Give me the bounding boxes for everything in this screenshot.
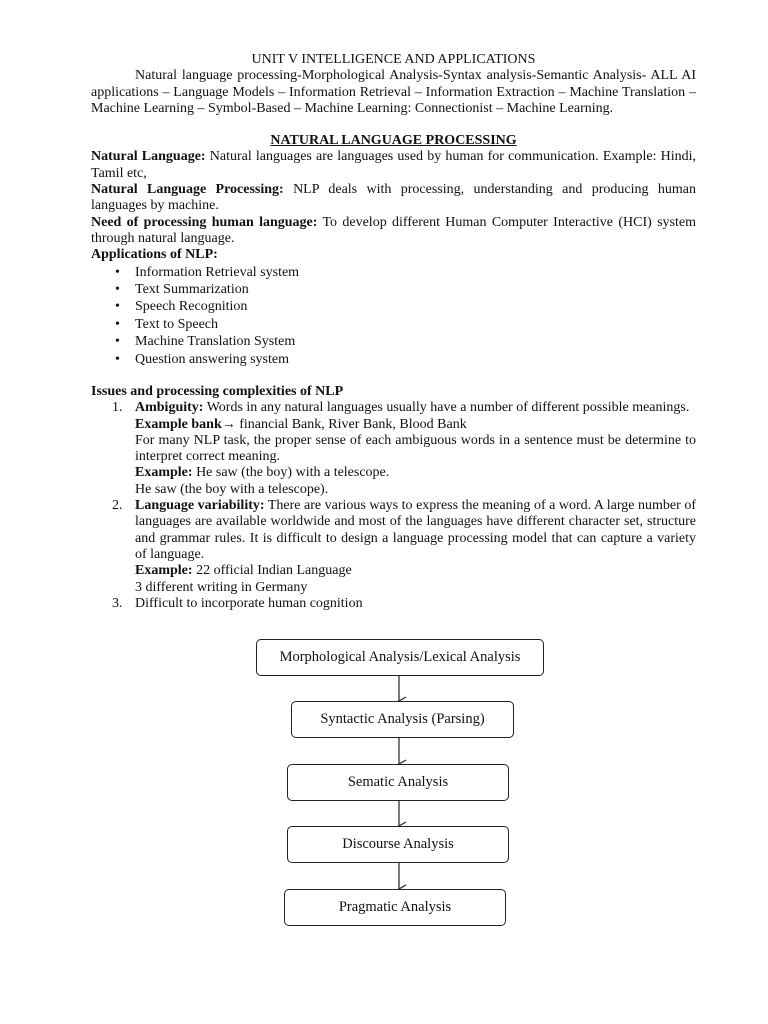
flow-step-pragmatic: Pragmatic Analysis [284, 889, 506, 926]
issue-human-cognition: 3. Difficult to incorporate human cognition [112, 595, 363, 611]
need-label: Need of processing human language: [91, 214, 318, 230]
section-title: NATURAL LANGUAGE PROCESSING [270, 133, 517, 149]
list-item: • Question answering system [91, 351, 696, 368]
apps-heading: Applications of NLP: [91, 247, 218, 263]
nlp-label: Natural Language Processing: [91, 182, 284, 198]
unit-title: UNIT V INTELLIGENCE AND APPLICATIONS [251, 52, 536, 67]
list-item: • Speech Recognition [91, 298, 696, 315]
flow-step-syntactic: Syntactic Analysis (Parsing) [291, 701, 514, 738]
unit-intro: Natural language processing-Morphological Analysis-Syntax analysis-Semantic Analysis- ALL AI applications – Language Models – Information Retrieval – Information Extraction – Machine Translation – Machine Learning – Symbol-Based – Machine Learning: Connectionist – Machine Learning. [91, 68, 696, 116]
list-item: • Machine Translation System [91, 333, 696, 350]
nl-text: Natural languages are languages used by human for communication. Example: Hindi, Tamil etc, [91, 149, 697, 181]
list-item: • Information Retrieval system [91, 264, 696, 281]
flow-step-semantic: Sematic Analysis [287, 764, 509, 801]
flow-step-discourse: Discourse Analysis [287, 826, 509, 863]
nl-label: Natural Language: [91, 149, 206, 165]
list-item: • Text Summarization [91, 281, 696, 298]
need-text: To develop different Human Computer Interactive (HCI) system through natural language. [91, 214, 696, 246]
issue-ambiguity: 1. Ambiguity: Words in any natural languages usually have a number of different possible meanings. Example bank→ financial Bank, River Bank, Blood Bank For many NLP task, the proper sense of each ambiguous words in a sentence must be determine to interpret correct meaning. Example: He saw (the boy) with a telescope. He saw (the boy with a telescope). [112, 400, 696, 497]
list-item: • Text to Speech [91, 316, 696, 333]
nlp-text: NLP deals with processing, understanding and producing human languages by machine. [91, 182, 696, 214]
flow-step-morphological: Morphological Analysis/Lexical Analysis [256, 639, 544, 676]
right-arrow-icon: → [221, 416, 236, 432]
issues-heading: Issues and processing complexities of NLP [91, 384, 344, 399]
issue-language-variability: 2. Language variability: There are various ways to express the meaning of a word. A large number of languages are available worldwide and most of the languages have different character set, structure and grammar rules. It is difficult to design a language processing model that can capture a variety of language. Example: 22 official Indian Language 3 different writing in Germany [112, 498, 696, 595]
